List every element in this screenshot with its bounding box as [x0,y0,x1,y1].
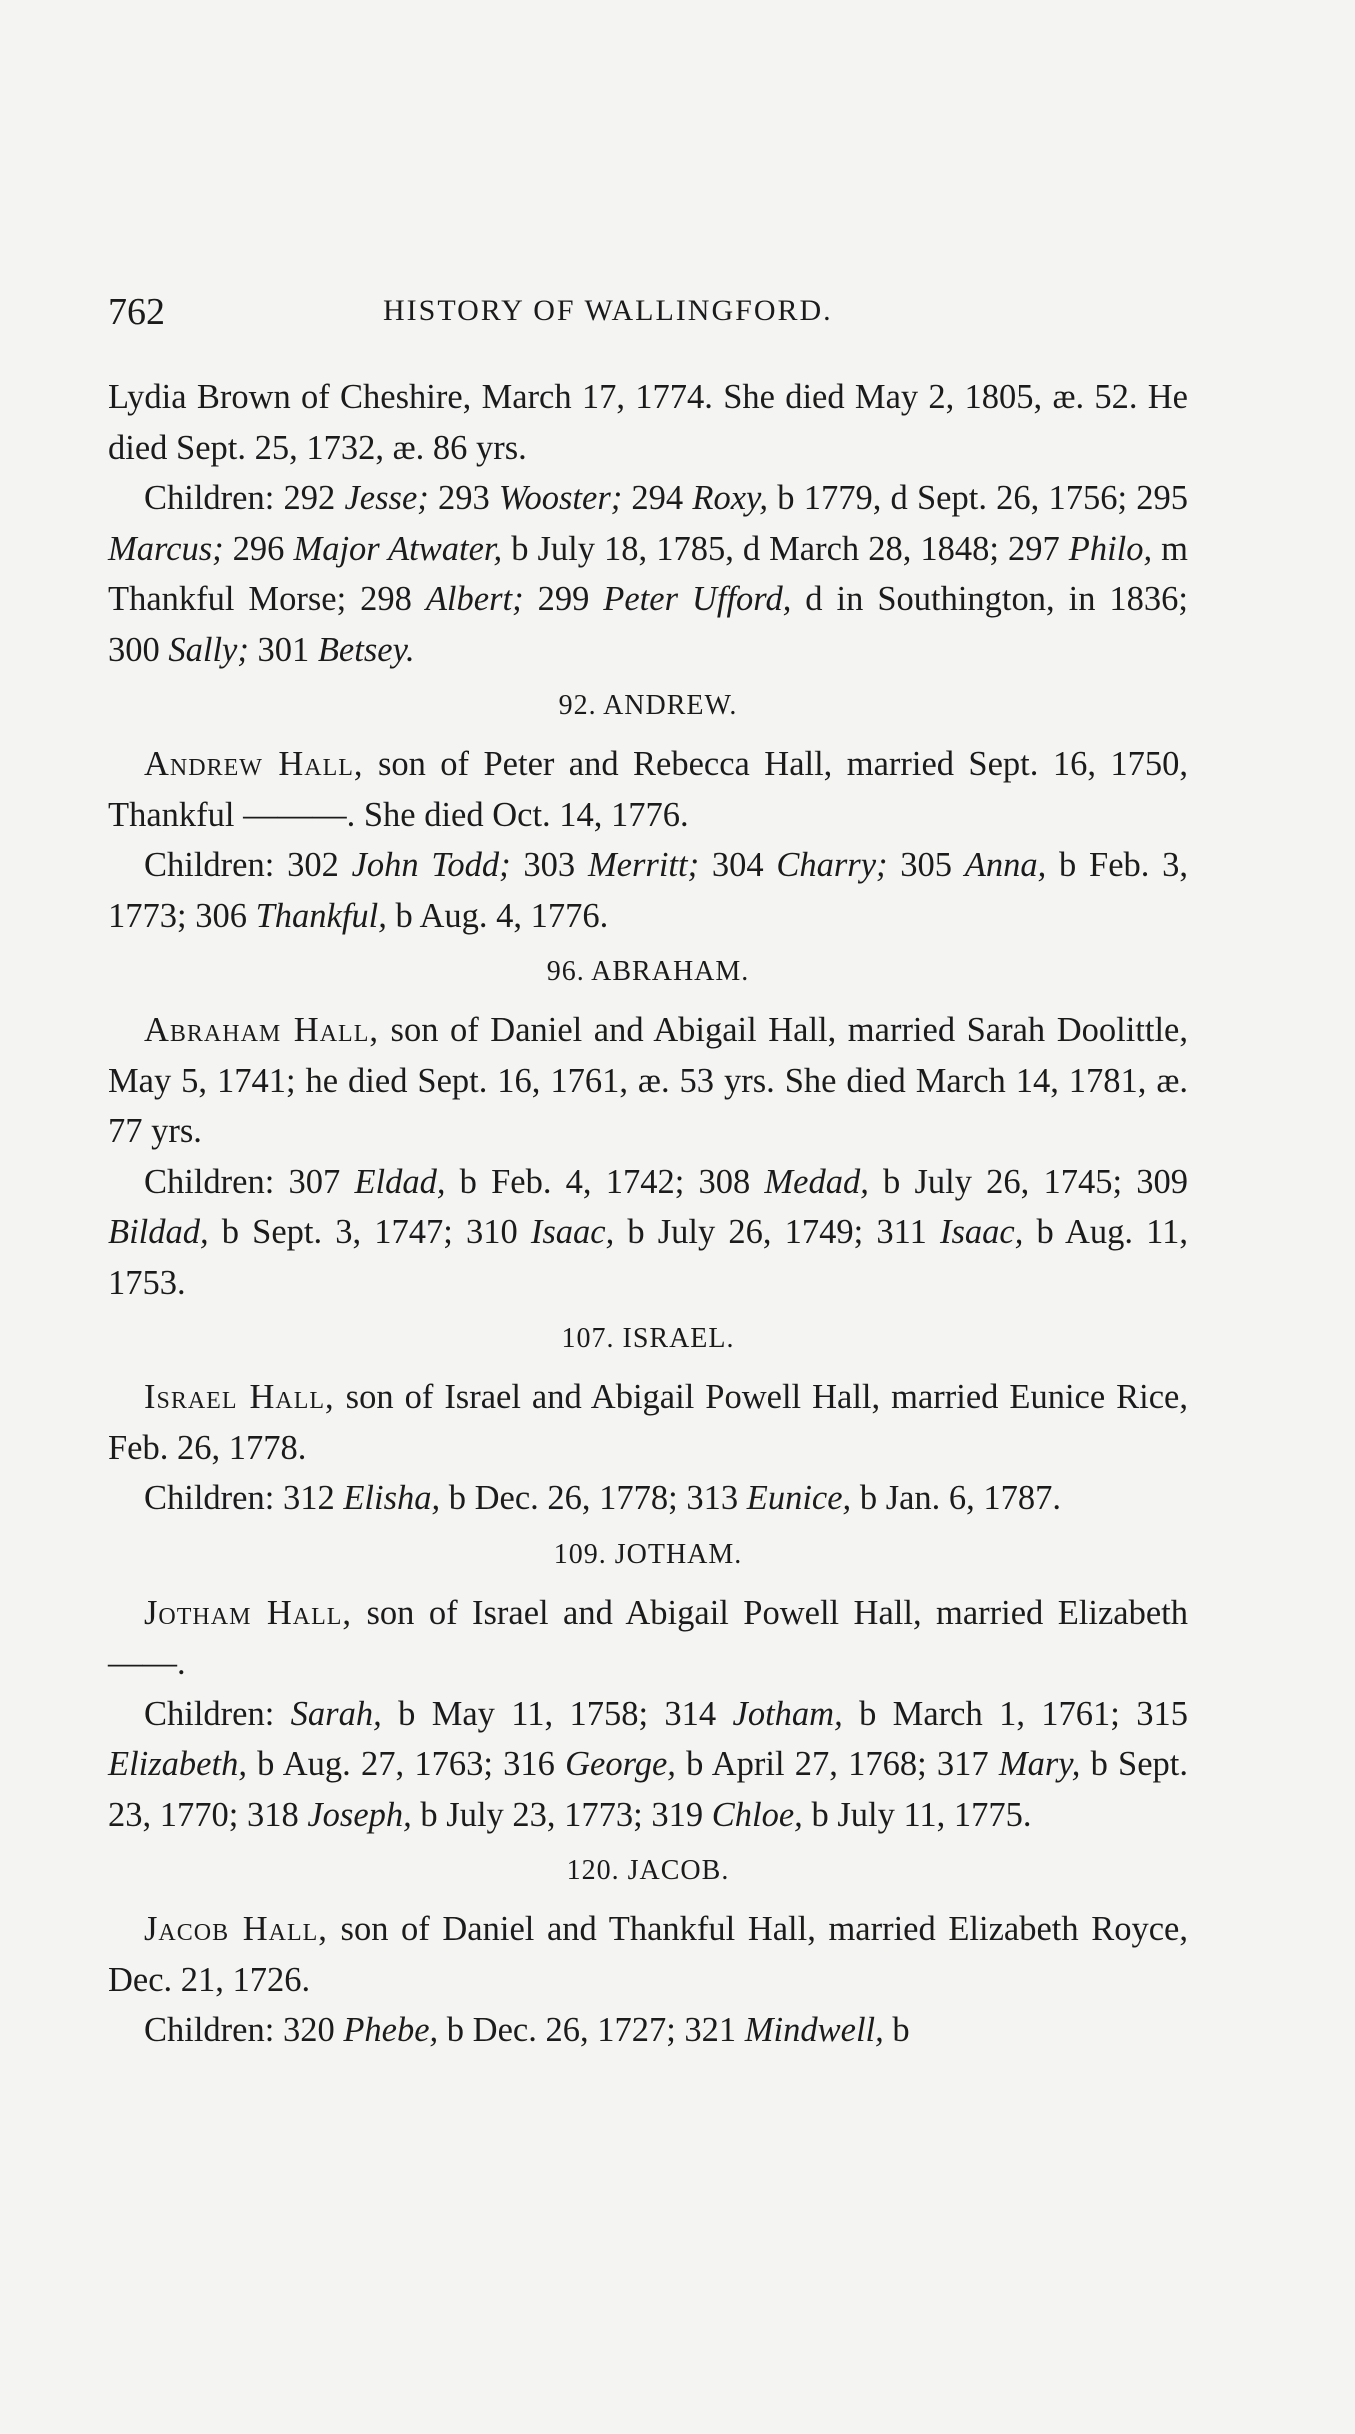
page-number: 762 [108,291,165,333]
children-paragraph: Children: Sarah, b May 11, 1758; 314 Jotham, b March 1, 1761; 315 Elizabeth, b Aug. 27, 1763; 316 George, b April 27, 1768; 317 Mary, b Sept. 23, 1770; 318 Joseph, b July 23, 1773; 319 Chloe, b July 11, 1775. [108,1694,1188,1834]
children-paragraph: Children: 302 John Todd; 303 Merritt; 304 Charry; 305 Anna, b Feb. 3, 1773; 306 Thankful, b Aug. 4, 1776. [108,846,1189,935]
page-header [108,290,1188,340]
section-heading: 107. ISRAEL. [561,1323,735,1354]
running-head: HISTORY OF WALLINGFORD. [383,294,833,327]
children-paragraph: Children: 292 Jesse; 293 Wooster; 294 Roxy, b 1779, d Sept. 26, 1756; 295 Marcus; 296 Major Atwater, b July 18, 1785, d March 28, 1848; 297 Philo, m Thankful Morse; 298 Albert; 299 Peter Ufford, d in Southington, in 1836; 300 Sally; 301 Betsey. [108,479,1189,669]
family-paragraph: Jacob Hall, son of Daniel and Thankful Hall, married Elizabeth Royce, Dec. 21, 1726. [108,1910,1188,1999]
page-body [108,372,1188,2056]
children-paragraph: Children: 320 Phebe, b Dec. 26, 1727; 321 Mindwell, b [144,2011,910,2049]
children-paragraph: Children: 312 Elisha, b Dec. 26, 1778; 313 Eunice, b Jan. 6, 1787. [144,1479,1062,1517]
family-paragraph: Andrew Hall, son of Peter and Rebecca Hall, married Sept. 16, 1750, Thankful ———. She died Oct. 14, 1776. [108,745,1189,834]
family-paragraph: Israel Hall, son of Israel and Abigail Powell Hall, married Eunice Rice, Feb. 26, 1778. [108,1378,1188,1467]
section-heading: 120. JACOB. [566,1855,730,1886]
family-paragraph: Jotham Hall, son of Israel and Abigail Powell Hall, married Elizabeth ——. [108,1593,1188,1682]
children-paragraph: Children: 307 Eldad, b Feb. 4, 1742; 308 Medad, b July 26, 1745; 309 Bildad, b Sept. 3, 1747; 310 Isaac, b July 26, 1749; 311 Isaac, b Aug. 11, 1753. [108,1162,1188,1302]
paragraph-continuation: Lydia Brown of Cheshire, March 17, 1774. She died May 2, 1805, æ. 52. He died Sept. 25, 1732, æ. 86 yrs. [108,378,1188,467]
family-paragraph: Abraham Hall, son of Daniel and Abigail Hall, married Sarah Doolittle, May 5, 1741; he died Sept. 16, 1761, æ. 53 yrs. She died March 14, 1781, æ. 77 yrs. [108,1011,1188,1150]
section-heading: 109. JOTHAM. [553,1538,743,1570]
section-heading: 92. ANDREW. [558,690,738,721]
section-heading: 96. ABRAHAM. [546,956,750,987]
